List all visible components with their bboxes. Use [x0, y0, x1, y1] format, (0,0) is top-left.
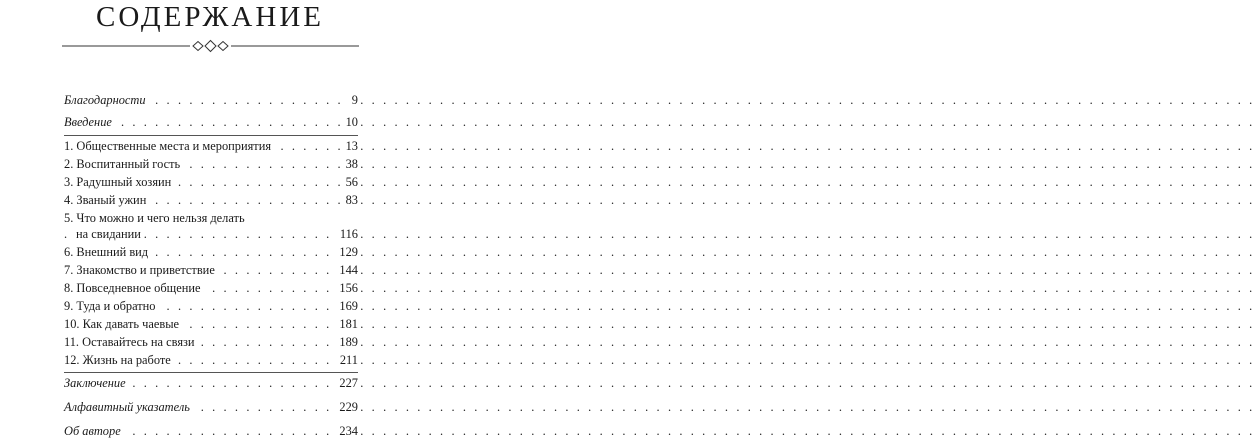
toc-entry-title: Введение — [64, 113, 115, 131]
toc-entry-chapter-6[interactable] — [64, 243, 358, 261]
toc-entry-title: 7. Знакомство и приветствие — [64, 261, 218, 279]
toc-entry-page: 116 — [337, 225, 358, 243]
toc-entry-page: 234 — [336, 422, 358, 440]
toc-entry-chapter-3[interactable] — [64, 173, 358, 191]
toc-entry-page: 129 — [336, 243, 358, 261]
toc-entry-chapter-11[interactable] — [64, 333, 358, 351]
toc-entry-title: 12. Жизнь на работе — [64, 351, 174, 369]
toc-entry-about-author[interactable] — [64, 422, 358, 440]
toc-entry-title: 9. Туда и обратно — [64, 297, 159, 315]
toc-entry-page: 38 — [343, 155, 358, 173]
title-ornament-divider — [62, 40, 359, 52]
toc-entry-page: 169 — [336, 297, 358, 315]
toc-entry-page: 181 — [336, 315, 358, 333]
section-divider — [64, 372, 358, 373]
toc-entry-chapter-10[interactable] — [64, 315, 358, 333]
toc-entry-page: 10 — [343, 113, 358, 131]
toc-entry-chapter-7[interactable] — [64, 261, 358, 279]
toc-entry-page: 13 — [343, 137, 358, 155]
toc-entry-page: 56 — [343, 173, 358, 191]
toc-entry-title: Об авторе — [64, 422, 124, 440]
toc-entry-title: 11. Оставайтесь на связи — [64, 333, 198, 351]
toc-entry-conclusion[interactable] — [64, 374, 358, 392]
toc-entry-page: 189 — [336, 333, 358, 351]
toc-entry-chapter-5-line-2[interactable] — [64, 225, 358, 243]
toc-entry-title: 10. Как давать чаевые — [64, 315, 182, 333]
toc-entry-chapter-9[interactable] — [64, 297, 358, 315]
toc-entry-title: Заключение — [64, 374, 129, 392]
toc-entry-title: 8. Повседневное общение — [64, 279, 203, 297]
toc-entry-chapter-8[interactable] — [64, 279, 358, 297]
toc-entry-page: 144 — [336, 261, 358, 279]
page-title: СОДЕРЖАНИЕ — [96, 1, 324, 33]
toc-entry-title: Алфавитный указатель — [64, 398, 193, 416]
toc-entry-page: 9 — [349, 91, 358, 109]
toc-entry-chapter-4[interactable] — [64, 191, 358, 209]
section-divider — [64, 135, 358, 136]
toc-entry-index[interactable] — [64, 398, 358, 416]
toc-entry-page: 227 — [336, 374, 358, 392]
toc-entry-chapter-1[interactable] — [64, 137, 358, 155]
toc-entry-title: 3. Радушный хозяин — [64, 173, 174, 191]
toc-entry-title: на свидании — [76, 225, 144, 243]
toc-entry-title: 2. Воспитанный гость — [64, 155, 183, 173]
toc-entry-title: 4. Званый ужин — [64, 191, 149, 209]
toc-entry-page: 211 — [337, 351, 358, 369]
toc-entry-title: Благодарности — [64, 91, 149, 109]
toc-entry-chapter-2[interactable] — [64, 155, 358, 173]
toc-entry-title: 6. Внешний вид — [64, 243, 151, 261]
toc-entry-chapter-12[interactable] — [64, 351, 358, 369]
toc-entry-page: 229 — [336, 398, 358, 416]
toc-entry-acknowledgements[interactable] — [64, 91, 358, 109]
toc-entry-title: 1. Общественные места и мероприятия — [64, 137, 274, 155]
toc-entry-page: 83 — [343, 191, 358, 209]
toc-entry-introduction[interactable] — [64, 113, 358, 131]
toc-entry-title: 5. Что можно и чего нельзя делать — [64, 209, 248, 227]
toc-entry-page: 156 — [336, 279, 358, 297]
